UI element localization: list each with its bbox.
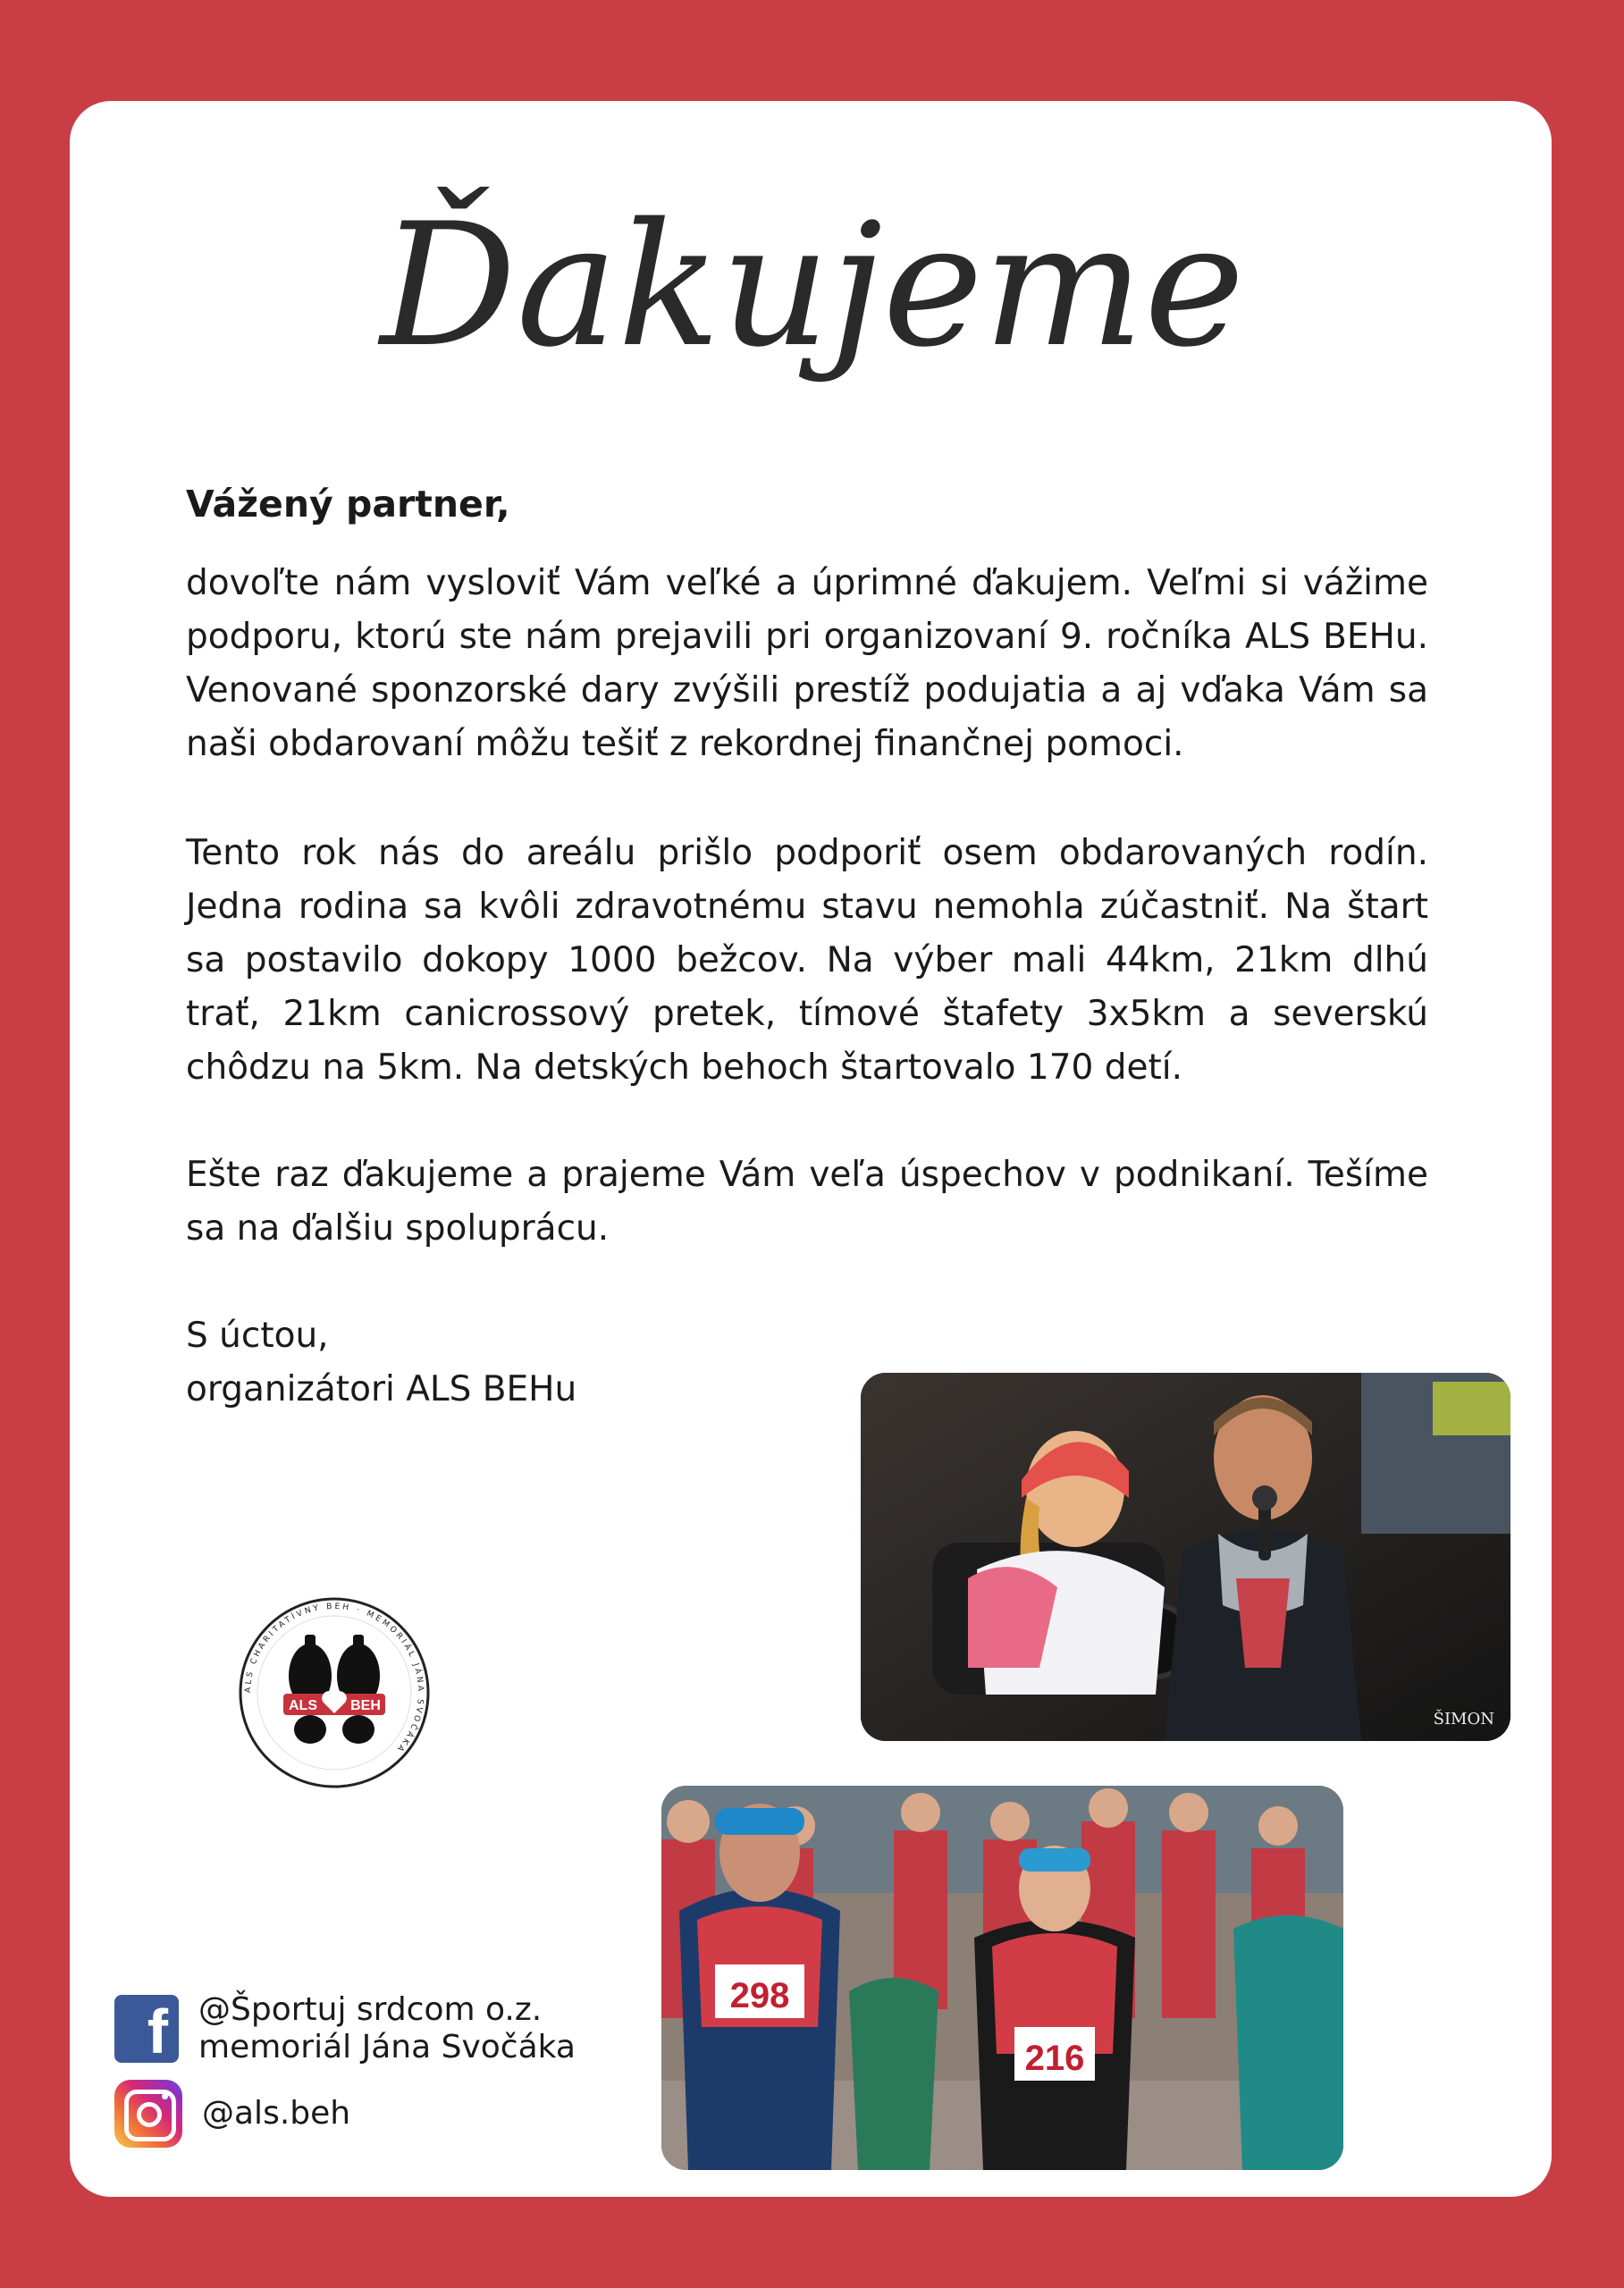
photo-girl-with-host <box>861 1373 1510 1741</box>
photo-runners <box>661 1786 1343 2170</box>
logo-als-text: ALS <box>289 1698 317 1713</box>
paragraph-1: dovoľte nám vysloviť Vám veľké a úprimné ďakujem. Veľmi si vážime podporu, ktorú ste nám prejavili pri organizovaní 9. ročníka ALS BEHu. Venované sponzorské dary zvýšili prestíž podujatia a aj vďaka Vám sa naši obdarovaní môžu tešiť z rekordnej finančnej pomoci. <box>186 563 1428 764</box>
paragraph-3: Ešte raz ďakujeme a prajeme Vám veľa úspechov v podnikaní. Tešíme sa na ďalšiu spoluprácu. <box>186 1155 1428 1249</box>
page-title <box>0 152 1624 438</box>
logo-ring-text: ALS CHARITATÍVNY BEH · MEMORIÁL JÁNA SVOČÁKA <box>243 1602 425 1755</box>
facebook-row[interactable] <box>114 1991 576 2066</box>
paragraph-2: Tento rok nás do areálu prišlo podporiť osem obdarovaných rodín. Jedna rodina sa kvôli zdravotnému stavu nemohla zúčastniť. Na štart sa postavilo dokopy 1000 bežcov. Na výber mali 44km, 21km dlhú trať, 21km canicrossový pretek, tímové štafety 3x5km a severskú chôdzu na 5km. Na detských behoch štartovalo 170 detí. <box>186 833 1428 1088</box>
facebook-line-1: @Športuj srdcom o.z. <box>198 1991 543 2028</box>
closing-line-1: S úctou, <box>186 1316 329 1356</box>
als-beh-logo <box>237 1595 432 1790</box>
title-text: Ďakujeme <box>379 187 1245 384</box>
svg-text:216: 216 <box>1024 2039 1085 2078</box>
logo-beh-text: BEH <box>350 1698 381 1713</box>
instagram-handle: @als.beh <box>202 2095 351 2132</box>
facebook-icon[interactable]: f <box>114 1995 179 2063</box>
instagram-row[interactable] <box>114 2080 350 2148</box>
closing <box>186 1309 576 1417</box>
salutation: Vážený partner, <box>186 483 510 526</box>
closing-line-2: organizátori ALS BEHu <box>186 1369 577 1409</box>
facebook-line-2: memoriál Jána Svočáka <box>198 2029 576 2065</box>
instagram-icon[interactable] <box>114 2080 182 2148</box>
photo-credit: ŠIMON <box>1433 1710 1494 1729</box>
svg-text:298: 298 <box>729 1976 790 2015</box>
